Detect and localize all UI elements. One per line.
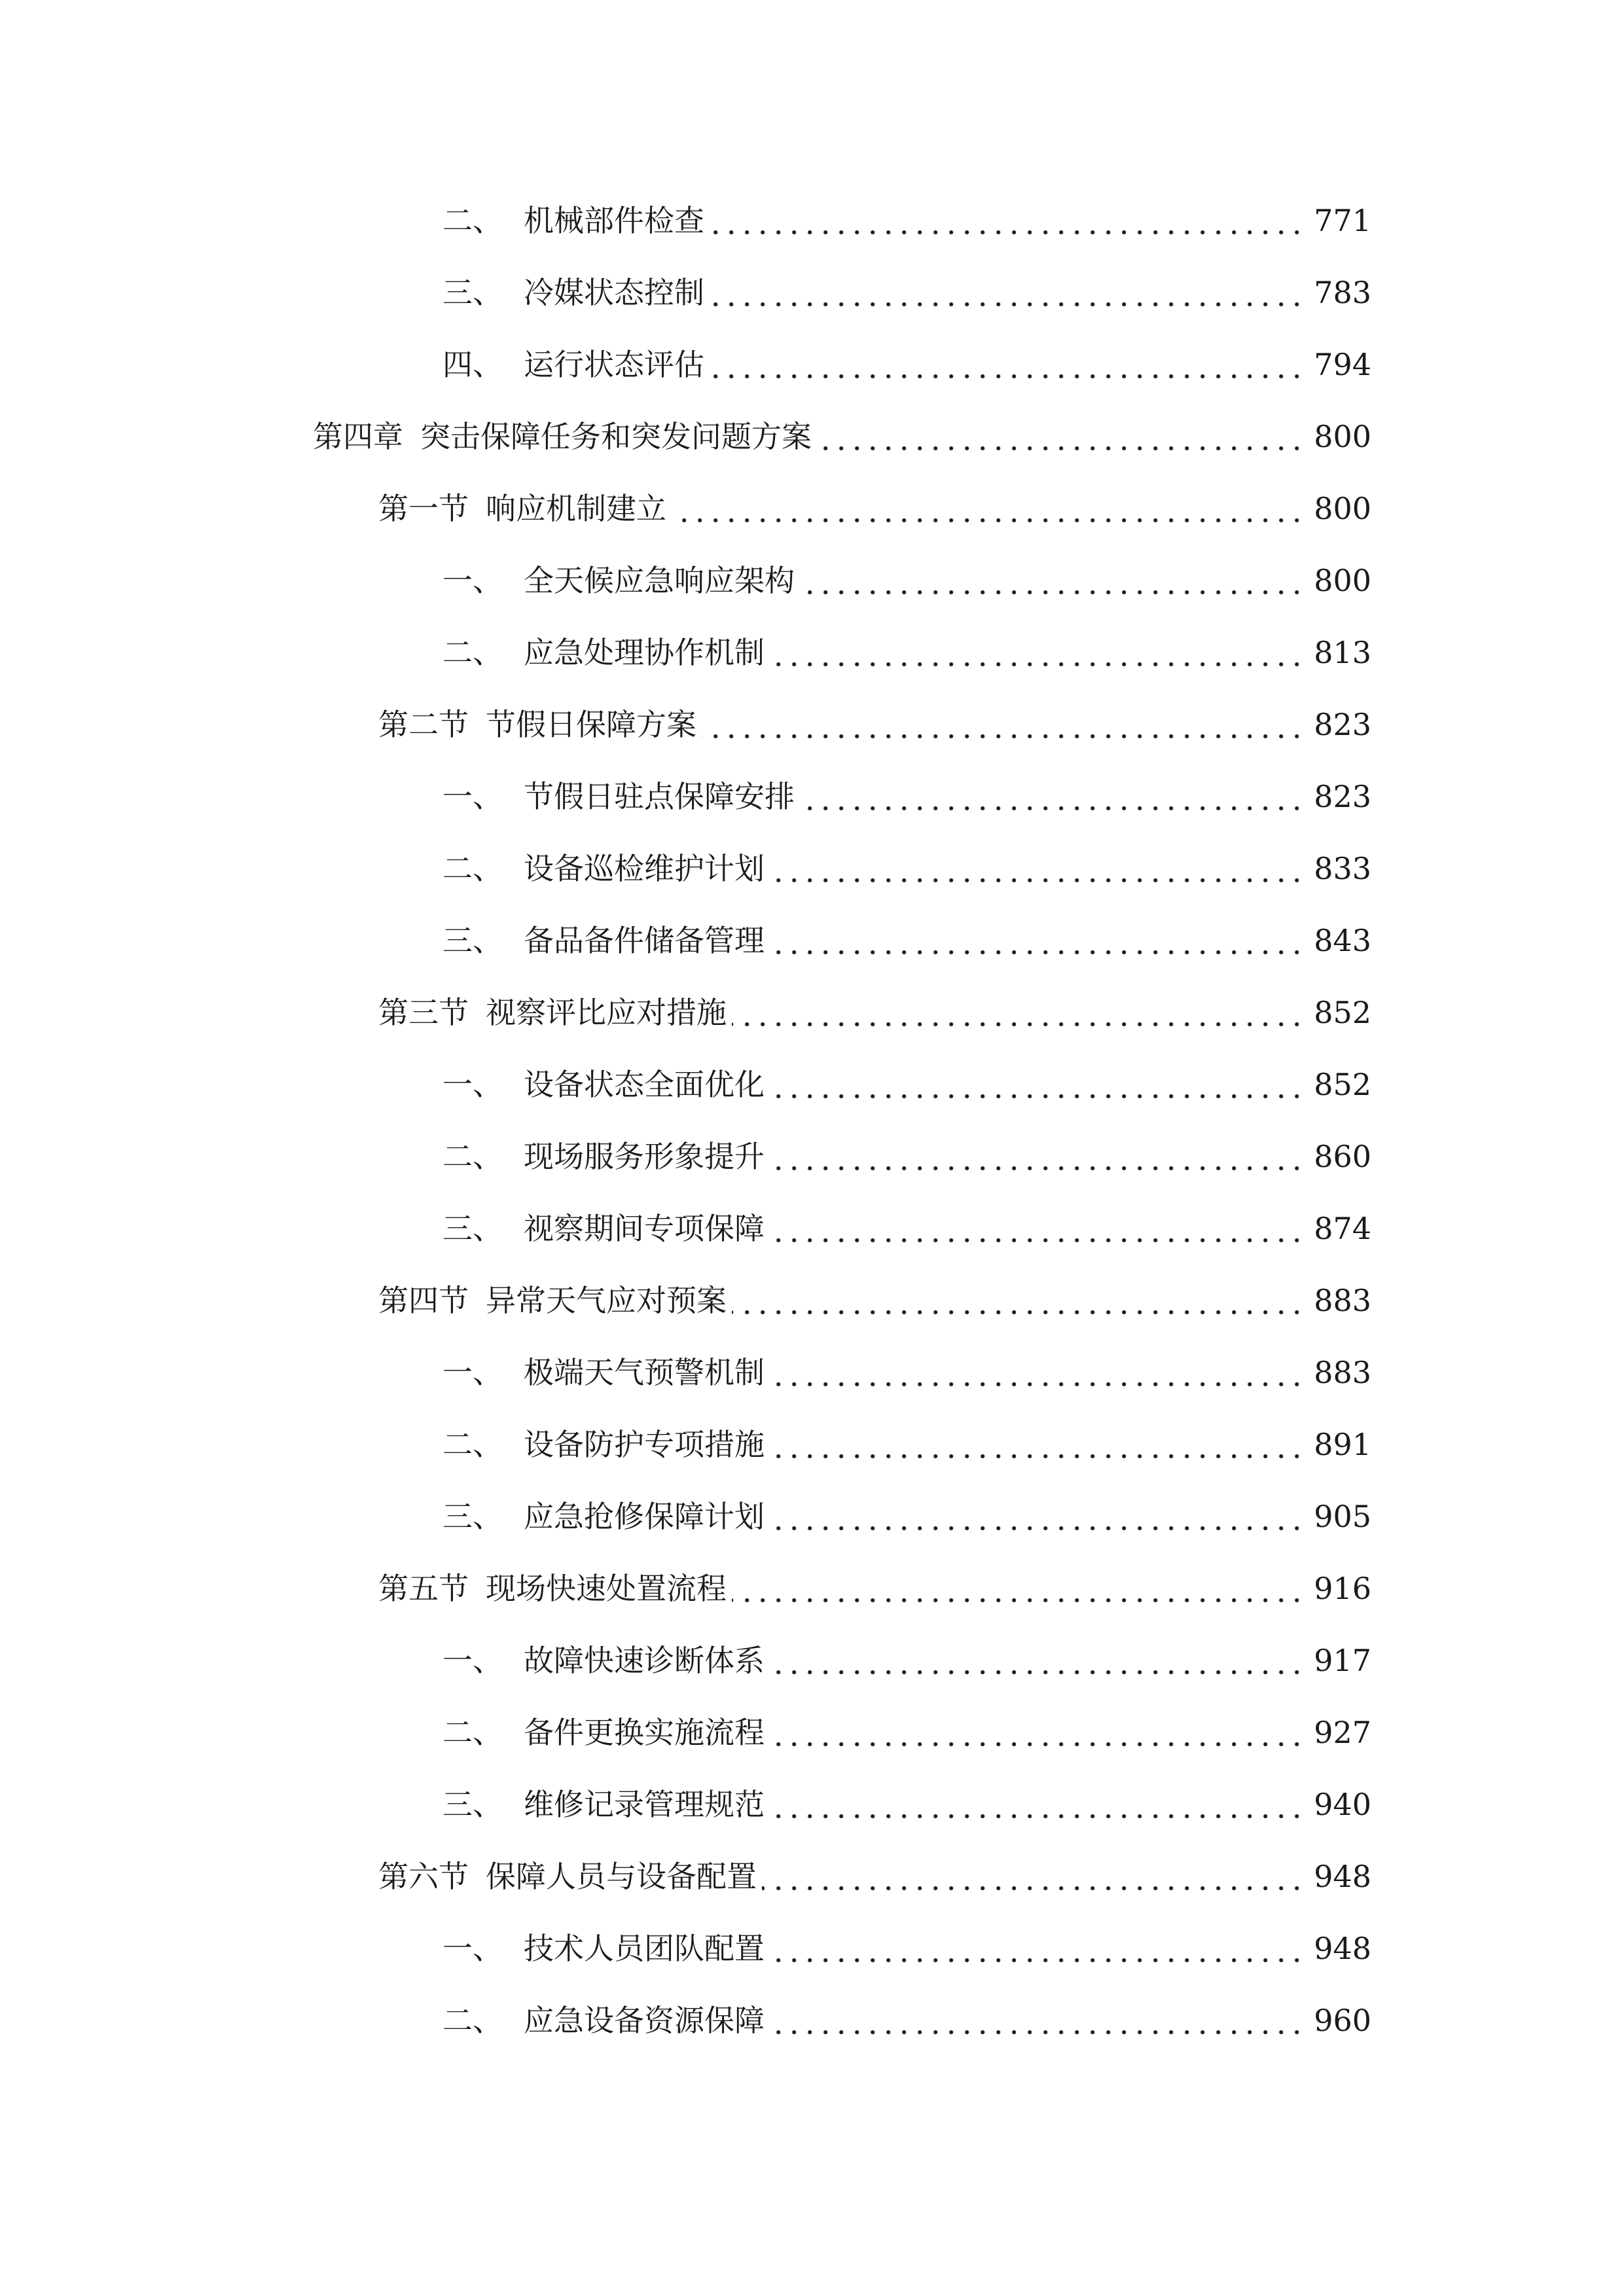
toc-entry-title: 视察期间专项保障 (524, 1211, 765, 1246)
toc-entry-page: 813 (1314, 635, 1371, 670)
dot-leader (770, 1415, 1305, 1474)
toc-entry-number: 二、 (442, 1139, 503, 1174)
toc-entry-number: 二、 (442, 1715, 503, 1750)
toc-entry[interactable] (442, 1055, 1371, 1114)
toc-entry-number: 二、 (442, 1427, 503, 1462)
toc-entry-page: 960 (1314, 2003, 1371, 2038)
toc-entry-number: 一、 (442, 1067, 503, 1102)
dot-leader (710, 335, 1305, 394)
dot-leader (770, 911, 1305, 970)
toc-entry-number: 二、 (442, 851, 503, 886)
dot-leader (770, 1703, 1305, 1762)
toc-entry-page: 883 (1314, 1355, 1371, 1390)
dot-leader (710, 263, 1305, 322)
toc-entry-title: 异常天气应对预案 (486, 1283, 727, 1318)
toc-entry[interactable] (442, 623, 1371, 682)
toc-entry-page: 883 (1314, 1283, 1371, 1318)
toc-entry-title: 维修记录管理规范 (524, 1787, 765, 1822)
toc-entry-number: 二、 (442, 2003, 503, 2038)
toc-entry-title: 设备状态全面优化 (524, 1067, 765, 1102)
toc-entry[interactable] (442, 1343, 1371, 1402)
dot-leader (732, 1559, 1305, 1618)
toc-entry-page: 927 (1314, 1715, 1371, 1750)
dot-leader (770, 1199, 1305, 1258)
toc-entry-page: 833 (1314, 851, 1371, 886)
toc-entry[interactable] (442, 1487, 1371, 1546)
toc-entry[interactable] (442, 1919, 1371, 1978)
toc-entry-title: 设备巡检维护计划 (524, 851, 765, 886)
dot-leader (770, 623, 1305, 682)
toc-entry-title: 应急处理协作机制 (524, 635, 765, 670)
dot-leader (672, 479, 1305, 538)
toc-entry-number: 三、 (442, 1211, 503, 1246)
toc-entry[interactable] (442, 1199, 1371, 1258)
toc-entry[interactable] (442, 1775, 1371, 1834)
toc-entry-title: 视察评比应对措施 (486, 995, 727, 1030)
toc-entry[interactable] (442, 1991, 1371, 2050)
toc-entry-title: 应急抢修保障计划 (524, 1499, 765, 1534)
dot-leader (800, 767, 1305, 826)
dot-leader (770, 1343, 1305, 1402)
toc-entry-page: 794 (1314, 347, 1371, 382)
dot-leader (770, 1055, 1305, 1114)
toc-entry-number: 一、 (442, 779, 503, 814)
dot-leader (702, 695, 1305, 754)
toc-entry-number: 一、 (442, 1931, 503, 1966)
toc-entry[interactable] (442, 335, 1371, 394)
toc-section-entry[interactable] (378, 983, 1371, 1042)
toc-entry-title: 全天候应急响应架构 (524, 563, 795, 598)
toc-entry-page: 823 (1314, 779, 1371, 814)
toc-entry-page: 916 (1314, 1571, 1371, 1606)
toc-entry-number: 二、 (442, 635, 503, 670)
toc-entry-page: 874 (1314, 1211, 1371, 1246)
toc-entry[interactable] (442, 839, 1371, 898)
toc-entry-page: 917 (1314, 1643, 1371, 1678)
toc-entry-number: 三、 (442, 1499, 503, 1534)
toc-entry-page: 800 (1314, 419, 1371, 454)
toc-entry-page: 852 (1314, 995, 1371, 1030)
dot-leader (770, 1775, 1305, 1834)
toc-entry-page: 860 (1314, 1139, 1371, 1174)
toc-entry-title: 响应机制建立 (486, 491, 666, 526)
toc-entry-title: 备件更换实施流程 (524, 1715, 765, 1750)
toc-entry-number: 三、 (442, 923, 503, 958)
toc-entry-page: 800 (1314, 563, 1371, 598)
toc-entry-page: 823 (1314, 707, 1371, 742)
toc-entry-number: 第四节 (378, 1283, 469, 1318)
toc-entry-title: 技术人员团队配置 (524, 1931, 765, 1966)
dot-leader (770, 1127, 1305, 1186)
toc-entry-number: 第四章 (313, 419, 403, 454)
toc-entry-page: 948 (1314, 1931, 1371, 1966)
toc-entry-page: 800 (1314, 491, 1371, 526)
toc-entry-title: 应急设备资源保障 (524, 2003, 765, 2038)
dot-leader (770, 1991, 1305, 2050)
toc-entry-title: 备品备件储备管理 (524, 923, 765, 958)
toc-section-entry[interactable] (378, 695, 1371, 754)
toc-entry-number: 一、 (442, 563, 503, 598)
toc-entry[interactable] (442, 191, 1371, 250)
toc-entry-page: 771 (1314, 203, 1371, 238)
toc-entry-page: 852 (1314, 1067, 1371, 1102)
dot-leader (770, 839, 1305, 898)
toc-entry-number: 第一节 (378, 491, 469, 526)
toc-entry-number: 一、 (442, 1643, 503, 1678)
toc-entry-page: 843 (1314, 923, 1371, 958)
toc-entry-number: 第二节 (378, 707, 469, 742)
toc-chapter-entry[interactable] (313, 407, 1371, 466)
dot-leader (817, 407, 1305, 466)
toc-entry-page: 905 (1314, 1499, 1371, 1534)
toc-entry-title: 运行状态评估 (524, 347, 704, 382)
toc-entry-number: 第六节 (378, 1859, 469, 1894)
dot-leader (710, 191, 1305, 250)
toc-entry[interactable] (442, 1127, 1371, 1186)
toc-entry[interactable] (442, 911, 1371, 970)
dot-leader (770, 1919, 1305, 1978)
toc-entry-title: 现场快速处置流程 (486, 1571, 727, 1606)
dot-leader (800, 551, 1305, 610)
toc-entry-page: 783 (1314, 275, 1371, 310)
toc-entry-number: 二、 (442, 203, 503, 238)
dot-leader (732, 983, 1305, 1042)
toc-entry-number: 三、 (442, 1787, 503, 1822)
toc-entry-title: 突击保障任务和突发问题方案 (420, 419, 812, 454)
toc-entry[interactable] (442, 1631, 1371, 1690)
toc-entry-page: 940 (1314, 1787, 1371, 1822)
toc-entry-number: 第三节 (378, 995, 469, 1030)
toc-section-entry[interactable] (378, 1559, 1371, 1618)
toc-entry-title: 保障人员与设备配置 (486, 1859, 757, 1894)
toc-entry-title: 机械部件检查 (524, 203, 704, 238)
dot-leader (770, 1487, 1305, 1546)
toc-section-entry[interactable] (378, 479, 1371, 538)
toc-entry-title: 节假日保障方案 (486, 707, 696, 742)
toc-entry-title: 现场服务形象提升 (524, 1139, 765, 1174)
toc-entry-page: 891 (1314, 1427, 1371, 1462)
toc-entry-title: 节假日驻点保障安排 (524, 779, 795, 814)
toc-entry[interactable] (442, 551, 1371, 610)
dot-leader (762, 1847, 1305, 1906)
toc-section-entry[interactable] (378, 1847, 1371, 1906)
toc-entry-title: 极端天气预警机制 (524, 1355, 765, 1390)
toc-entry-number: 三、 (442, 275, 503, 310)
toc-entry-number: 一、 (442, 1355, 503, 1390)
toc-entry-number: 第五节 (378, 1571, 469, 1606)
toc-entry[interactable] (442, 1415, 1371, 1474)
toc-entry-title: 故障快速诊断体系 (524, 1643, 765, 1678)
toc-entry[interactable] (442, 767, 1371, 826)
toc-entry-number: 四、 (442, 347, 503, 382)
toc-entry[interactable] (442, 263, 1371, 322)
toc-entry-page: 948 (1314, 1859, 1371, 1894)
toc-entry-title: 设备防护专项措施 (524, 1427, 765, 1462)
dot-leader (770, 1631, 1305, 1690)
toc-entry-title: 冷媒状态控制 (524, 275, 704, 310)
toc-section-entry[interactable] (378, 1271, 1371, 1330)
toc-entry[interactable] (442, 1703, 1371, 1762)
dot-leader (732, 1271, 1305, 1330)
